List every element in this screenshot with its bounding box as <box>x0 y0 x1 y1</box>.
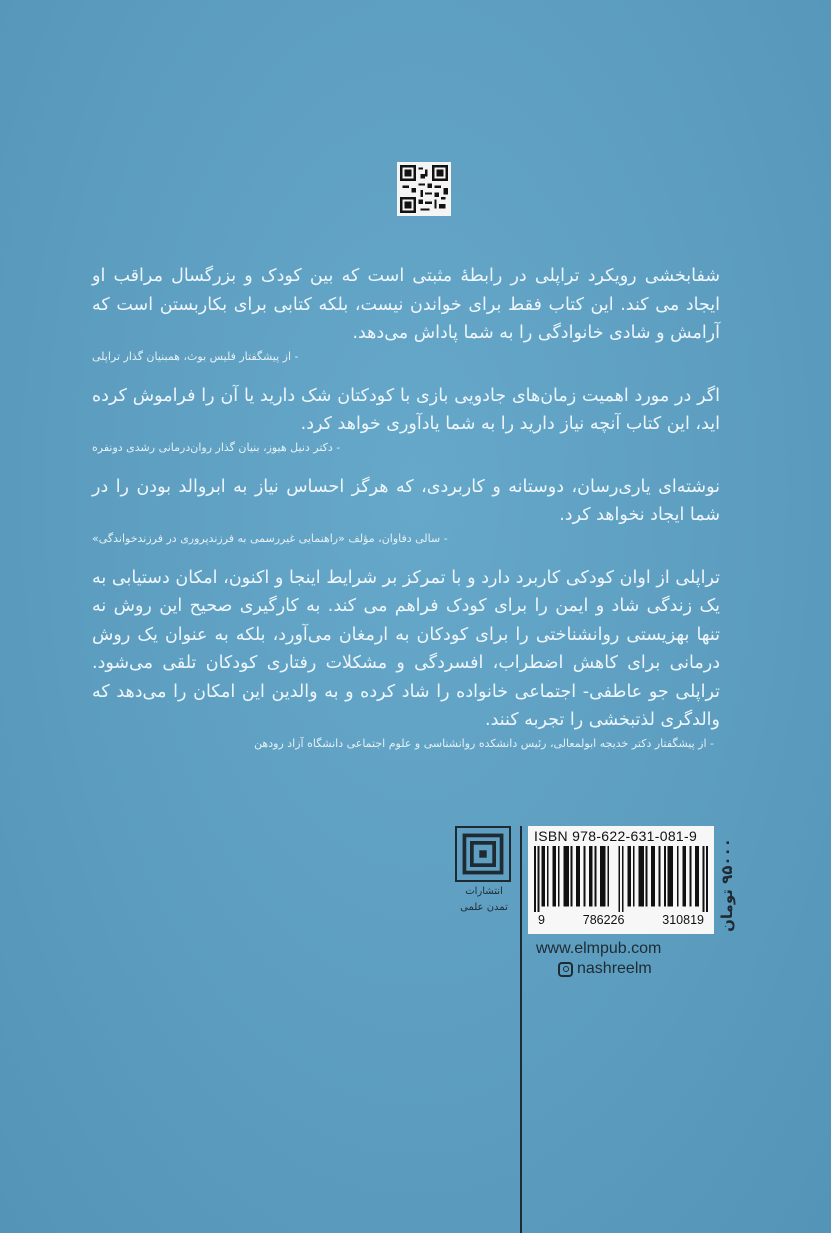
barcode-digit-group1: 786226 <box>582 913 625 927</box>
blurb-paragraph-1: شفابخشی رویکرد تراپلی در رابطهٔ مثبتی است که بین کودک و بزرگسال مراقب او ایجاد می کند. این کتاب فقط برای خواندن نیست، بلکه کتابی برای بکاربستن است که آرامش و شادی خانوادگی را به شما پاداش می‌دهد. <box>92 266 720 343</box>
blurb-paragraph-2: اگر در مورد اهمیت زمان‌های جادویی بازی با کودکتان شک دارید یا آن را فراموش کرده اید، این کتاب آنچه نیاز دارید را به شما یادآوری خواهد کرد. <box>92 385 720 434</box>
publisher-name-line1: انتشارات <box>465 886 503 897</box>
blurb-citation-2: - دکتر دنیل هیوز، بنیان گذار روان‌درمانی رشدی دونفره <box>92 440 341 454</box>
blurb-paragraph-4: تراپلی از اوان کودکی کاربرد دارد و با تمرکز بر شرایط اینجا و اکنون، امکان دستیابی به یک زندگی شاد و ایمن را برای کودک فراهم می کند. به کارگیری صحیح این روش نه تنها بهزیستی روانشناختی را برای کودکان به ارمغان می‌آورد، بلکه به عنوان یک روش درمانی برای کاهش اضطراب، افسردگی و مشکلات رفتاری کودکان تلقی می‌شود. تراپلی جو عاطفی- اجتماعی خانواده را شاد کرده و به والدین این امکان را می‌دهد که والدگری لذتبخشی را تجربه کنند. <box>92 567 720 730</box>
instagram-text: nashreelm <box>577 960 652 977</box>
publisher-logo-mark <box>455 826 511 882</box>
price-label <box>711 830 743 940</box>
price-text: ۹۵۰۰۰ تومان <box>718 838 737 932</box>
isbn-barcode <box>528 826 714 934</box>
barcode-digits <box>534 913 708 927</box>
instagram-handle[interactable] <box>558 960 652 978</box>
qr-code <box>397 162 451 216</box>
blurb-citation-4: - از پیشگفتار دکتر خدیجه ابولمعالی، رئیس دانشکده روانشناسی و علوم اجتماعی دانشگاه آزاد رودهن <box>254 736 714 750</box>
blurb-paragraph-3: نوشته‌ای یاری‌رسان، دوستانه و کاربردی، که هرگز احساس نیاز به ابروالد بودن را در شما ایجاد نخواهد کرد. <box>92 476 720 525</box>
barcode-bars <box>534 846 708 912</box>
isbn-label: ISBN 978-622-631-081-9 <box>534 828 698 844</box>
blurb-citation-1: - از پیشگفتار فلیس بوث، همبنیان گذار تراپلی <box>92 349 299 363</box>
vertical-divider <box>520 826 522 1233</box>
website-link[interactable]: www.elmpub.com <box>536 940 662 957</box>
publisher-name-line2: تمدن علمی <box>460 902 508 913</box>
publisher-logo <box>455 826 513 916</box>
blurb-citation-3: - سالی دفاوان، مؤلف «راهنمایی غیررسمی به فرزندپروری در فرزندخواندگی» <box>92 531 448 545</box>
blurb <box>92 262 720 769</box>
instagram-icon <box>558 962 573 977</box>
barcode-digit-group2: 310819 <box>662 913 704 927</box>
barcode-digit-lead: 9 <box>538 913 545 927</box>
